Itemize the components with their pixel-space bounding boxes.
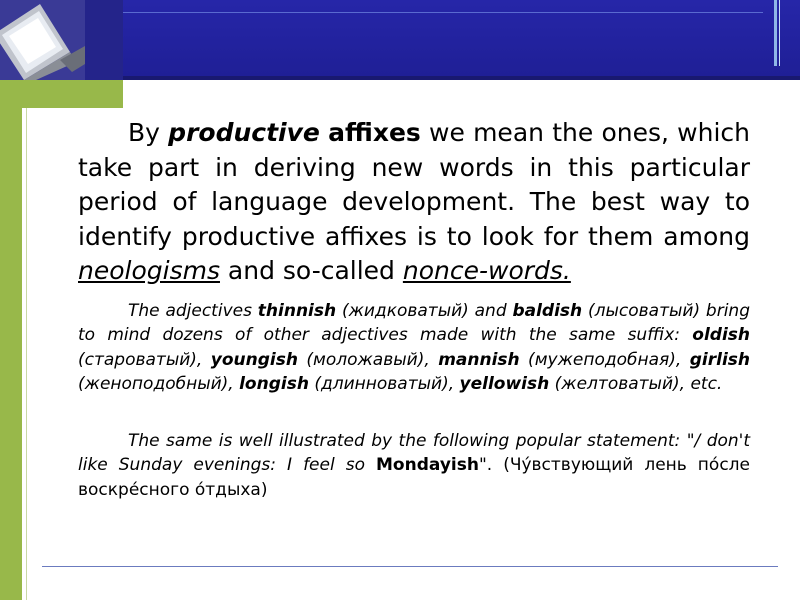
- green-side-bar: [0, 108, 22, 600]
- green-accent-tab: [0, 80, 123, 108]
- example-yellowish: yellowish: [459, 374, 550, 394]
- text-run: (моложавый),: [297, 349, 439, 370]
- header-divider: [123, 12, 763, 13]
- text-run: The same is well illustrated by the following popular statement: "/ don't like Sunday evenings: I feel so: [78, 430, 750, 475]
- example-baldish: baldish: [512, 300, 583, 321]
- term-neologisms: neologisms: [78, 256, 220, 285]
- side-divider: [26, 108, 27, 600]
- example-thinnish: thinnish: [257, 300, 337, 321]
- term-affixes: affixes: [328, 118, 421, 147]
- text-run: (женоподобный),: [78, 374, 240, 394]
- example-mondayish: Mondayish: [376, 455, 479, 475]
- text-run: (длинноватый),: [308, 374, 460, 394]
- text-run: and so-called: [219, 256, 403, 285]
- text-run: (мужеподобная),: [519, 349, 690, 370]
- example-mannish: mannish: [438, 349, 520, 370]
- example-oldish: oldish: [692, 325, 750, 345]
- computer-monitor-icon: [0, 0, 85, 80]
- bottom-divider: [42, 566, 778, 567]
- slide-content: [78, 116, 750, 502]
- text-run: (желтоватый), etc.: [549, 374, 723, 394]
- logo-block: [0, 0, 85, 80]
- term-productive: productive: [168, 118, 320, 147]
- paragraph-adjectives: [78, 299, 750, 397]
- logo-strip: [85, 0, 123, 80]
- text-run: The adjectives: [128, 300, 258, 321]
- paragraph-mondayish: [78, 429, 750, 503]
- example-youngish: youngish: [210, 349, 298, 370]
- example-longish: longish: [239, 374, 309, 394]
- paragraph-productive-affixes: [78, 116, 750, 289]
- text-run: (жидковатый) and: [336, 300, 513, 321]
- text-run: (староватый),: [78, 349, 211, 370]
- text-run: (лысоватый) bring to mind dozens of other adjectives made with the same suffix:: [78, 300, 750, 345]
- header-accent-bar: [774, 0, 777, 66]
- header-accent-bar-thin: [779, 0, 780, 66]
- text-run: we mean the ones, which take part in deriving new words in this particular period of language development. The best way to identify productive affixes is to look for them among: [78, 118, 750, 251]
- text-run: ". (Чу́вствующий лень по́сле воскре́сного о́тдыха): [78, 455, 750, 500]
- text-run: [320, 118, 328, 147]
- term-nonce-words: nonce-words.: [402, 256, 571, 285]
- text-run: By: [128, 118, 169, 147]
- example-girlish: girlish: [689, 349, 750, 370]
